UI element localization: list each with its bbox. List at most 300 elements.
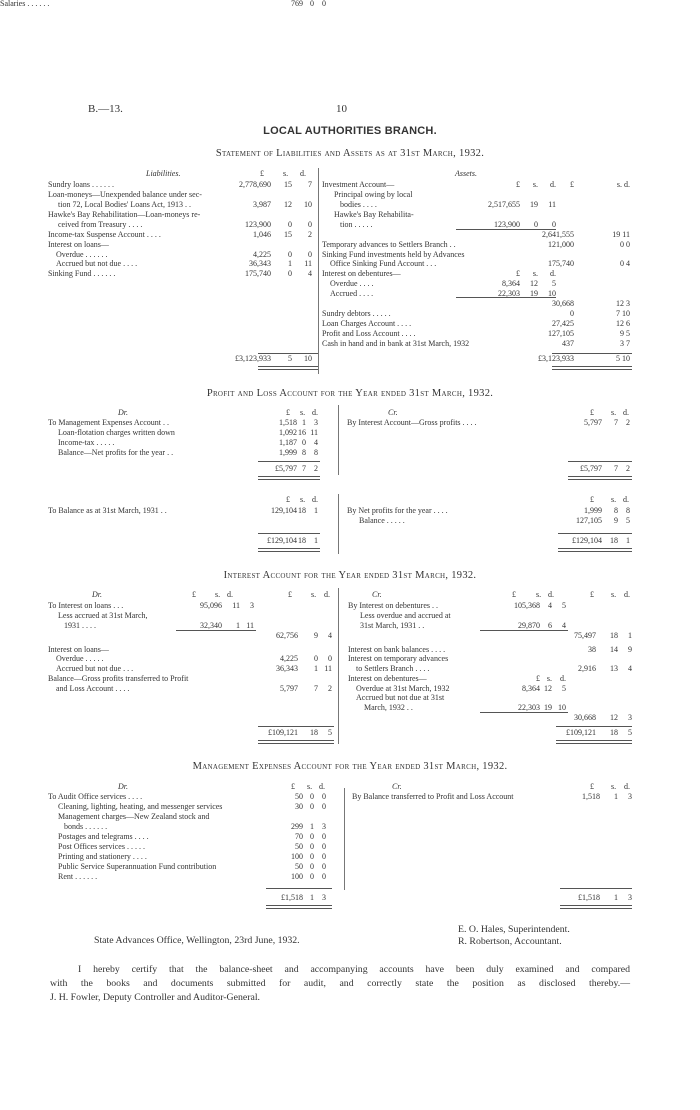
- pl-debit2-total-rule: [258, 533, 320, 534]
- pl-debit-shillings: 1: [302, 418, 306, 427]
- liability-pence: 2: [308, 230, 312, 239]
- mgmt-debit-pence: 3: [322, 822, 326, 831]
- liabilities-total-shillings: 5: [288, 354, 292, 363]
- mgmt-debit-label: Management charges—New Zealand stock and: [58, 812, 210, 821]
- pl2-cr-s-unit: s.: [611, 495, 617, 504]
- interest-title: Interest Account for the Year ended 31st March, 1932.: [223, 570, 477, 581]
- mgmt-debit-label: Public Service Superannuation Fund contribution: [58, 862, 217, 871]
- mgmt-debit-label: To Audit Office services . . . .: [48, 792, 143, 801]
- asset-pounds: 127,105: [548, 329, 574, 338]
- mgmt-debit-label: Post Offices services . . . . .: [58, 842, 145, 851]
- int-debit-pounds: 4,225: [280, 654, 298, 663]
- asset-label: Principal owing by local: [334, 190, 413, 199]
- mgmt-debit-pence: 0: [322, 792, 326, 801]
- liability-shillings: 15: [284, 180, 292, 189]
- liability-label: Loan-moneys—Unexpended balance under sec-: [48, 190, 202, 199]
- mgmt-debit-shillings: 0: [310, 852, 314, 861]
- int-debit-sub-pence: 3: [250, 601, 254, 610]
- mgmt-debit-pence: 0: [322, 802, 326, 811]
- int-debit-pounds: 62,756: [276, 631, 298, 640]
- asset-sd: 12 3: [616, 299, 630, 308]
- int-debit-sub-pounds: 95,096: [200, 601, 222, 610]
- liability-pence: 11: [304, 259, 312, 268]
- mgmt-credit-double: [560, 905, 632, 909]
- asset-sub-pounds: 8,364: [502, 279, 520, 288]
- mgmt-debit-shillings: 0: [310, 832, 314, 841]
- int-ca-pound-unit: £: [512, 590, 516, 599]
- liability-pounds: 123,900: [245, 220, 271, 229]
- pl-debit1-total-shillings: 7: [302, 464, 306, 473]
- int-credit-label: By Interest on debentures . .: [348, 601, 438, 610]
- int-credit-sub-shillings: 19: [544, 703, 552, 712]
- liability-pence: 4: [308, 269, 312, 278]
- int-credit-label: 31st March, 1931 . .: [360, 621, 425, 630]
- pl-debit-label: Income-tax . . . . .: [58, 438, 115, 447]
- asset-sub-shillings: s.: [532, 269, 538, 278]
- liability-pence: 7: [308, 180, 312, 189]
- pl-credit-pence: 2: [626, 418, 630, 427]
- liability-label: Overdue . . . . . .: [56, 250, 108, 259]
- pl-credit2-pounds: 1,999: [584, 506, 602, 515]
- pl-debit-label: Loan-flotation charges written down: [58, 428, 175, 437]
- pl2-cr-pound-unit: £: [590, 495, 594, 504]
- int-credit-sub-pence: 4: [562, 621, 566, 630]
- liability-shillings: 0: [288, 250, 292, 259]
- mgmt-debit-shillings: 0: [310, 792, 314, 801]
- asset-label: Sundry debtors . . . . .: [322, 309, 391, 318]
- pl-dr-d-unit: d.: [312, 408, 318, 417]
- mgmt-debit-shillings: 1: [310, 822, 314, 831]
- asset-label: Sinking Fund investments held by Advances: [322, 250, 465, 259]
- pl-credit-pounds: 5,797: [584, 418, 602, 427]
- int-cb-s-unit: s.: [611, 590, 617, 599]
- liability-shillings: 12: [284, 200, 292, 209]
- pl-title: Profit and Loss Account for the Year ended 31st March, 1932.: [206, 388, 494, 399]
- int-credit-pounds: 2,916: [578, 664, 596, 673]
- pl2-cr-d-unit: d.: [623, 495, 629, 504]
- asset-sub-pounds: 123,900: [494, 220, 520, 229]
- pl-debit-pence: 8: [314, 448, 318, 457]
- liability-shillings: 1: [288, 259, 292, 268]
- mgmt-center-rule: [344, 788, 345, 890]
- pl2-dr-d-unit: d.: [312, 495, 318, 504]
- mgmt-debit-label: bonds . . . . . .: [64, 822, 108, 831]
- asset-pounds: £: [570, 180, 574, 189]
- pl-credit2-shillings: 8: [614, 506, 618, 515]
- asset-sub-shillings: s.: [532, 180, 538, 189]
- int-credit-label: Interest on bank balances . . . .: [348, 645, 446, 654]
- asset-sub-pence: 0: [552, 220, 556, 229]
- liability-shillings: 15: [284, 230, 292, 239]
- pl-credit2-total-pence: 1: [626, 536, 630, 545]
- asset-label: Interest on debentures—: [322, 269, 401, 278]
- liability-label: Income-tax Suspense Account . . . .: [48, 230, 161, 239]
- int-debit-double: [258, 740, 334, 744]
- pl-credit2-total-shillings: 18: [610, 536, 618, 545]
- mgmt-credit-label: By Balance transferred to Profit and Loss Account: [352, 792, 514, 801]
- asset-label: bodies . . . .: [340, 200, 377, 209]
- int-ca-d-unit: d.: [548, 590, 554, 599]
- int-credit-sub-rule-2: [480, 712, 568, 713]
- pl-debit2-total-pence: 1: [314, 536, 318, 545]
- pl-debit1-double: [258, 476, 320, 480]
- liability-pounds: 36,343: [249, 259, 271, 268]
- pl-cr-d-unit: d.: [623, 408, 629, 417]
- asset-sub-pence: 10: [548, 289, 556, 298]
- pl-debit2-total-pounds: £129,104: [267, 536, 297, 545]
- pl-debit-shillings: 0: [302, 438, 306, 447]
- int-debit-label: Balance—Gross profits transferred to Profit: [48, 674, 189, 683]
- mgmt-debit-total-pence: 3: [322, 893, 326, 902]
- liabilities-total-pence: 10: [304, 354, 312, 363]
- int-debit-total-rule: [258, 726, 334, 727]
- mgmt-debit-pounds: 769: [291, 0, 303, 8]
- asset-label: Accrued . . . .: [330, 289, 374, 298]
- balance-sheet-title: Statement of Liabilities and Assets as at 31st March, 1932.: [215, 148, 485, 159]
- mgmt-debit-pounds: 299: [291, 822, 303, 831]
- asset-sd: 19 11: [612, 230, 630, 239]
- pl-debit-pence: 3: [314, 418, 318, 427]
- asset-sd: 9 5: [620, 329, 630, 338]
- mgmt-debit-label: Rent . . . . . .: [58, 872, 98, 881]
- pl-debit-pounds: 1,518: [279, 418, 297, 427]
- asset-sub-pounds: £: [516, 180, 520, 189]
- int-credit-shillings: 14: [610, 645, 618, 654]
- pl-debit-shillings: 8: [302, 448, 306, 457]
- signature-accountant: R. Robertson, Accountant.: [458, 936, 562, 947]
- mgmt-debit-label: Cleaning, lighting, heating, and messenger services: [58, 802, 223, 811]
- pl-debit-pounds: 1,187: [279, 438, 297, 447]
- mgmt-debit-pence: 0: [322, 862, 326, 871]
- pl-debit1-total-pence: 2: [314, 464, 318, 473]
- pl-dr-pound-unit: £: [286, 408, 290, 417]
- int-credit-pence: 9: [628, 645, 632, 654]
- mgmt-cr-d-unit: d.: [624, 782, 630, 791]
- asset-pounds: 2,641,555: [542, 230, 574, 239]
- int-credit-pence: 3: [628, 713, 632, 722]
- mgmt-debit-pence: 0: [322, 852, 326, 861]
- mgmt-credit-total-rule: [560, 888, 632, 889]
- liability-pounds: 175,740: [245, 269, 271, 278]
- mgmt-debit-pounds: 70: [295, 832, 303, 841]
- pl-debit2-pence: 1: [314, 506, 318, 515]
- int-credit-pounds: 30,668: [574, 713, 596, 722]
- int-debit-label: Interest on loans—: [48, 645, 109, 654]
- asset-sd: 3 7: [620, 339, 630, 348]
- mgmt-credit-pence: 3: [628, 792, 632, 801]
- asset-total-double-rule: [552, 366, 632, 370]
- int-a-pound-unit: £: [192, 590, 196, 599]
- pl-credit-shillings: 7: [614, 418, 618, 427]
- asset-pounds: 175,740: [548, 259, 574, 268]
- int-credit-sub-pence: 5: [562, 684, 566, 693]
- int-debit-label: Overdue . . . . .: [56, 654, 104, 663]
- int-debit-sub-pence: 11: [246, 621, 254, 630]
- int-b-d-unit: d.: [324, 590, 330, 599]
- pl-dr-s-unit: s.: [300, 408, 306, 417]
- int-credit-shillings: 12: [610, 713, 618, 722]
- mgmt-debit-double: [266, 905, 332, 909]
- mgmt-debit-pence: 0: [322, 842, 326, 851]
- int-b-s-unit: s.: [311, 590, 317, 599]
- pl-debit2-shillings: 18: [298, 506, 306, 515]
- assets-total-sd: 5 10: [616, 354, 630, 363]
- int-debit-total-pounds: £109,121: [268, 728, 298, 737]
- mgmt-debit-total-rule: [266, 888, 332, 889]
- int-debit-shillings: 0: [314, 654, 318, 663]
- int-cb-d-unit: d.: [624, 590, 630, 599]
- int-credit-label: Interest on debentures—: [348, 674, 427, 683]
- liability-pence: 0: [308, 250, 312, 259]
- pl-credit1-double: [568, 476, 632, 480]
- mgmt-credit-total-pence: 3: [628, 893, 632, 902]
- liab-d-unit: d.: [300, 169, 306, 178]
- pl-credit2-pence: 5: [626, 516, 630, 525]
- int-debit-sub-rule: [176, 630, 256, 631]
- int-debit-total-shillings: 18: [310, 728, 318, 737]
- int-debit-pence: 11: [324, 664, 332, 673]
- pl2-dr-s-unit: s.: [300, 495, 306, 504]
- int-credit-label: Interest on temporary advances: [348, 654, 449, 663]
- mgmt-debit-shillings: 0: [310, 0, 314, 8]
- assets-heading: Assets.: [455, 169, 477, 178]
- pl-cr-label: Cr.: [388, 408, 398, 417]
- pl-credit2-double: [558, 548, 632, 552]
- int-debit-pence: 0: [328, 654, 332, 663]
- mgmt-debit-label: Printing and stationery . . . .: [58, 852, 147, 861]
- asset-label: Cash in hand and in bank at 31st March, 1932: [322, 339, 470, 348]
- office-date-line: State Advances Office, Wellington, 23rd June, 1932.: [94, 935, 300, 946]
- asset-label: Hawke's Bay Rehabilita-: [334, 210, 414, 219]
- asset-subtotal-rule-2: [456, 297, 556, 298]
- int-credit-sub-pence: d.: [560, 674, 566, 683]
- pl-debit1-total-rule: [258, 461, 320, 462]
- liability-pounds: 2,778,690: [239, 180, 271, 189]
- asset-sd: 0 4: [620, 259, 630, 268]
- mgmt-debit-total-pounds: £1,518: [281, 893, 303, 902]
- mgmt-dr-label: Dr.: [118, 782, 129, 791]
- int-credit-total-pounds: £109,121: [566, 728, 596, 737]
- mgmt-cr-pound-unit: £: [590, 782, 594, 791]
- pl-credit2-pounds: 127,105: [576, 516, 602, 525]
- asset-sd: 0 0: [620, 240, 630, 249]
- mgmt-debit-pence: 0: [322, 872, 326, 881]
- int-credit-pounds: 38: [588, 645, 596, 654]
- pl-cr-s-unit: s.: [611, 408, 617, 417]
- int-credit-label: Overdue at 31st March, 1932: [356, 684, 450, 693]
- int-debit-label: and Loss Account . . . .: [56, 684, 130, 693]
- liability-pence: 10: [304, 200, 312, 209]
- int-credit-sub-pounds: 29,870: [518, 621, 540, 630]
- page-ref: B.—13.: [88, 103, 123, 115]
- int-debit-shillings: 9: [314, 631, 318, 640]
- pl-debit2-pounds: 129,104: [271, 506, 297, 515]
- int-credit-label: to Settlers Branch . . . .: [356, 664, 430, 673]
- asset-label: Investment Account—: [322, 180, 395, 189]
- int-credit-sub-pounds: 22,303: [518, 703, 540, 712]
- assets-total-pounds: £3,123,933: [538, 354, 574, 363]
- asset-sd: 12 6: [616, 319, 630, 328]
- mgmt-credit-shillings: 1: [614, 792, 618, 801]
- int-ca-s-unit: s.: [536, 590, 542, 599]
- mgmt-debit-label: Postages and telegrams . . . .: [58, 832, 149, 841]
- int-debit-sub-shillings: 11: [232, 601, 240, 610]
- asset-sub-shillings: 19: [530, 289, 538, 298]
- liability-label: Sinking Fund . . . . . .: [48, 269, 116, 278]
- int-credit-sub-pence: 5: [562, 601, 566, 610]
- pl-cr-pound-unit: £: [590, 408, 594, 417]
- liability-label: Accrued but not due . . . .: [56, 259, 138, 268]
- asset-subtotal-rule-1: [456, 229, 556, 230]
- liability-shillings: 0: [288, 269, 292, 278]
- int-credit-sub-shillings: 4: [548, 601, 552, 610]
- mgmt-dr-d-unit: d.: [319, 782, 325, 791]
- pl-debit-shillings: 16: [298, 428, 306, 437]
- pl-center-rule-1: [338, 405, 339, 475]
- pl-credit1-total-shillings: 7: [614, 464, 618, 473]
- int-dr-label: Dr.: [92, 590, 103, 599]
- asset-sd: s. d.: [616, 180, 630, 189]
- int-debit-pence: 2: [328, 684, 332, 693]
- mgmt-credit-total-shillings: 1: [614, 893, 618, 902]
- asset-sub-pounds: £: [516, 269, 520, 278]
- int-a-s-unit: s.: [215, 590, 221, 599]
- mgmt-debit-pounds: 50: [295, 842, 303, 851]
- pl-credit1-total-pence: 2: [626, 464, 630, 473]
- pl-debit2-double: [258, 548, 320, 552]
- asset-sub-pence: 5: [552, 279, 556, 288]
- pl-center-rule-2: [338, 494, 339, 554]
- asset-pounds: 0: [570, 309, 574, 318]
- pl-credit2-pence: 8: [626, 506, 630, 515]
- int-b-pound-unit: £: [288, 590, 292, 599]
- mgmt-cr-label: Cr.: [392, 782, 402, 791]
- pl-debit-pence: 4: [314, 438, 318, 447]
- int-credit-double: [556, 740, 632, 744]
- int-a-d-unit: d.: [227, 590, 233, 599]
- liability-shillings: 0: [288, 220, 292, 229]
- int-debit-label: Less accrued at 31st March,: [58, 611, 148, 620]
- asset-sub-pence: 11: [548, 200, 556, 209]
- certificate-line-2: with the books and documents submitted for audit, and correctly state the position as disclosed thereby.—: [50, 978, 630, 989]
- int-credit-shillings: 18: [610, 631, 618, 640]
- pl-debit-label: Balance—Net profits for the year . .: [58, 448, 174, 457]
- pl-debit1-total-pounds: £5,797: [275, 464, 297, 473]
- mgmt-debit-shillings: 0: [310, 842, 314, 851]
- asset-label: Loan Charges Account . . . .: [322, 319, 412, 328]
- int-credit-total-shillings: 18: [610, 728, 618, 737]
- asset-pounds: 121,000: [548, 240, 574, 249]
- int-credit-pence: 4: [628, 664, 632, 673]
- int-credit-total-pence: 5: [628, 728, 632, 737]
- int-cr-label: Cr.: [372, 590, 382, 599]
- pl-credit1-total-pounds: £5,797: [580, 464, 602, 473]
- asset-label: tion . . . . .: [340, 220, 373, 229]
- int-credit-sub-rule-1: [480, 630, 568, 631]
- mgmt-debit-pence: 0: [322, 832, 326, 841]
- mgmt-debit-shillings: 0: [310, 862, 314, 871]
- liability-label: tion 72, Local Bodies' Loans Act, 1913 . .: [58, 200, 191, 209]
- int-cb-pound-unit: £: [590, 590, 594, 599]
- liabilities-heading: Liabilities.: [146, 169, 181, 178]
- int-debit-shillings: 7: [314, 684, 318, 693]
- certificate-line-3: J. H. Fowler, Deputy Controller and Auditor-General.: [50, 992, 261, 1003]
- int-credit-sub-shillings: 12: [544, 684, 552, 693]
- int-debit-label: 1931 . . . .: [64, 621, 96, 630]
- int-credit-pence: 1: [628, 631, 632, 640]
- mgmt-debit-pounds: 100: [291, 852, 303, 861]
- branch-title: LOCAL AUTHORITIES BRANCH.: [263, 125, 437, 137]
- int-credit-sub-pounds: 8,364: [522, 684, 540, 693]
- pl-credit2-label: By Net profits for the year . . . .: [347, 506, 448, 515]
- asset-label: Office Sinking Fund Account . . .: [330, 259, 437, 268]
- mgmt-dr-s-unit: s.: [307, 782, 313, 791]
- int-credit-shillings: 13: [610, 664, 618, 673]
- mgmt-cr-s-unit: s.: [611, 782, 617, 791]
- certificate-line-1: I hereby certify that the balance-sheet and accompanying accounts have been duly examined and compared: [78, 964, 630, 975]
- mgmt-debit-shillings: 0: [310, 802, 314, 811]
- int-credit-sub-pence: 10: [558, 703, 566, 712]
- mgmt-title: Management Expenses Account for the Year ended 31st March, 1932.: [192, 761, 508, 772]
- liability-pounds: 1,046: [253, 230, 271, 239]
- int-credit-total-rule: [556, 726, 632, 727]
- int-debit-label: Accrued but not due . . .: [56, 664, 134, 673]
- int-debit-shillings: 1: [314, 664, 318, 673]
- asset-label: Overdue . . . .: [330, 279, 374, 288]
- pl2-dr-pound-unit: £: [286, 495, 290, 504]
- int-debit-sub-shillings: 1: [236, 621, 240, 630]
- asset-label: Profit and Loss Account . . . .: [322, 329, 416, 338]
- asset-sd: 7 10: [616, 309, 630, 318]
- liability-pounds: 3,987: [253, 200, 271, 209]
- liab-total-double-rule: [258, 366, 318, 370]
- pl-credit-label: By Interest Account—Gross profits . . . .: [347, 418, 477, 427]
- liability-label: Hawke's Bay Rehabilitation—Loan-moneys re-: [48, 210, 201, 219]
- liability-pence: 0: [308, 220, 312, 229]
- pl-debit2-total-shillings: 18: [298, 536, 306, 545]
- balance-center-rule: [318, 168, 319, 374]
- pl-credit1-total-rule: [568, 461, 632, 462]
- pl-debit-pounds: 1,092: [279, 428, 297, 437]
- page-number: 10: [336, 103, 347, 115]
- int-debit-pounds: 36,343: [276, 664, 298, 673]
- mgmt-debit-pounds: 50: [295, 792, 303, 801]
- int-credit-label: Accrued but not due at 31st: [356, 693, 445, 702]
- liability-label: Sundry loans . . . . . .: [48, 180, 114, 189]
- pl-credit2-total-pounds: £129,104: [572, 536, 602, 545]
- liability-label: Interest on loans—: [48, 240, 109, 249]
- int-debit-total-pence: 5: [328, 728, 332, 737]
- asset-sub-pounds: 2,517,655: [488, 200, 520, 209]
- pl-credit2-label: Balance . . . . .: [359, 516, 405, 525]
- signature-superintendent: E. O. Hales, Superintendent.: [458, 924, 570, 935]
- asset-sub-shillings: 19: [530, 200, 538, 209]
- int-debit-label: To Interest on loans . . .: [48, 601, 124, 610]
- asset-pounds: 437: [562, 339, 574, 348]
- mgmt-dr-pound-unit: £: [291, 782, 295, 791]
- int-credit-sub-shillings: s.: [546, 674, 552, 683]
- liability-label: ceived from Treasury . . . .: [58, 220, 143, 229]
- mgmt-debit-total-shillings: 1: [310, 893, 314, 902]
- pl-debit-label: To Management Expenses Account . .: [48, 418, 169, 427]
- liab-pound-unit: £: [260, 169, 264, 178]
- int-credit-sub-pounds: 105,368: [514, 601, 540, 610]
- int-credit-sub-pounds: £: [536, 674, 540, 683]
- pl-credit2-total-rule: [558, 533, 632, 534]
- mgmt-debit-pounds: 100: [291, 872, 303, 881]
- asset-sub-pence: d.: [550, 180, 556, 189]
- asset-sub-pence: d.: [550, 269, 556, 278]
